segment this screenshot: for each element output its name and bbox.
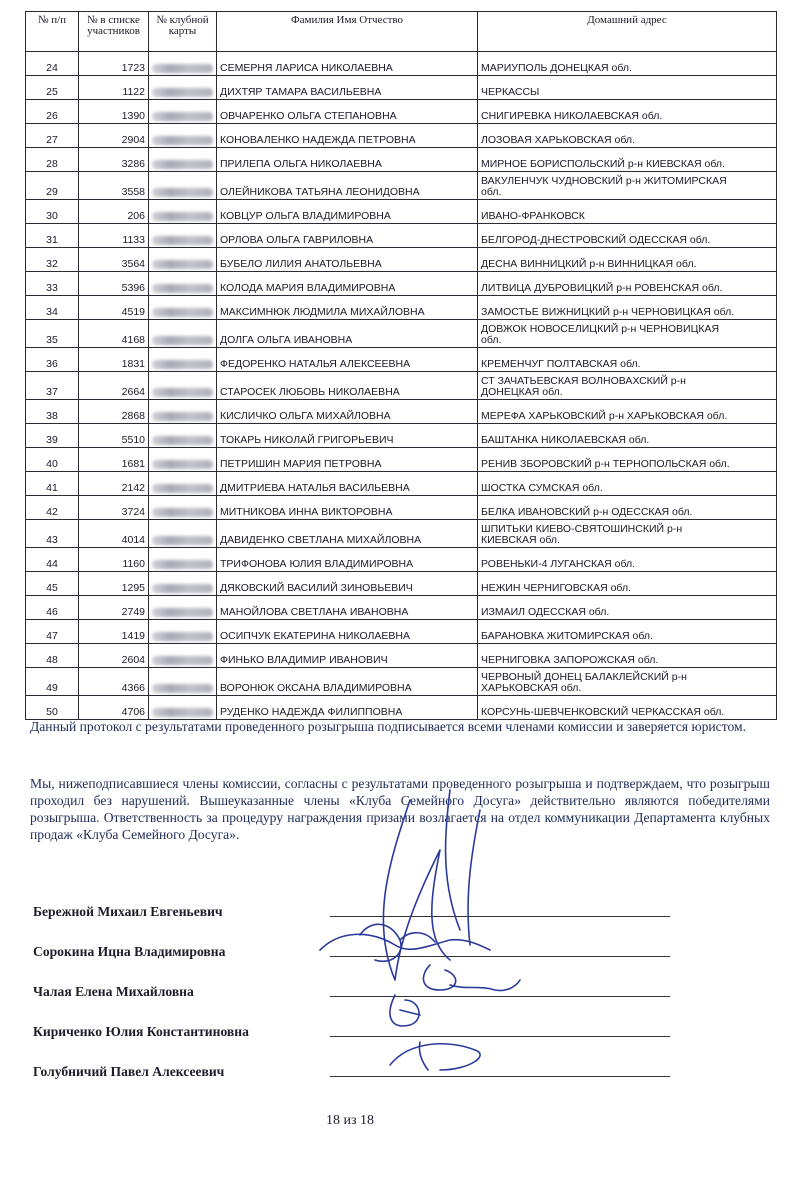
table-row <box>26 248 777 272</box>
full-name: ДОЛГА ОЛЬГА ИВАНОВНА <box>217 320 478 348</box>
address-line: БАШТАНКА НИКОЛАЕВСКАЯ обл. <box>481 433 650 446</box>
table-row <box>26 148 777 172</box>
full-name: МАКСИМНЮК ЛЮДМИЛА МИХАЙЛОВНА <box>217 296 478 320</box>
table-row <box>26 400 777 424</box>
address-line: КРЕМЕНЧУГ ПОЛТАВСКАЯ обл. <box>481 357 641 370</box>
redaction-blur <box>152 460 213 469</box>
table-row <box>26 372 777 400</box>
participant-list-number: 1160 <box>79 548 149 572</box>
row-number: 35 <box>26 320 79 348</box>
table-row <box>26 296 777 320</box>
full-name: ФЕДОРЕНКО НАТАЛЬЯ АЛЕКСЕЕВНА <box>217 348 478 372</box>
address-line: КИЕВСКАЯ обл. <box>481 533 560 546</box>
address-line: СТ ЗАЧАТЬЕВСКАЯ ВОЛНОВАХСКИЙ р-н <box>481 375 686 387</box>
participant-list-number: 3286 <box>79 148 149 172</box>
address-line: ШОСТКА СУМСКАЯ обл. <box>481 481 603 494</box>
club-card-number-redacted <box>149 644 217 668</box>
participant-list-number: 1295 <box>79 572 149 596</box>
participant-list-number: 2904 <box>79 124 149 148</box>
table-row <box>26 424 777 448</box>
full-name: ОСИПЧУК ЕКАТЕРИНА НИКОЛАЕВНА <box>217 620 478 644</box>
full-name: ПЕТРИШИН МАРИЯ ПЕТРОВНА <box>217 448 478 472</box>
row-number: 44 <box>26 548 79 572</box>
table-row <box>26 100 777 124</box>
address-line: обл. <box>481 185 502 198</box>
signer-name: Чалая Елена Михайловна <box>33 984 194 999</box>
club-card-number-redacted <box>149 200 217 224</box>
redaction-blur <box>152 484 213 493</box>
club-card-number-redacted <box>149 320 217 348</box>
home-address <box>478 448 777 472</box>
full-name: ПРИЛЕПА ОЛЬГА НИКОЛАЕВНА <box>217 148 478 172</box>
address-line: ДОНЕЦКАЯ обл. <box>481 385 563 398</box>
table-row <box>26 348 777 372</box>
club-card-number-redacted <box>149 224 217 248</box>
full-name: ДИХТЯР ТАМАРА ВАСИЛЬЕВНА <box>217 76 478 100</box>
signature-stroke <box>360 924 435 961</box>
club-card-number-redacted <box>149 520 217 548</box>
signer-name: Голубничий Павел Алексеевич <box>33 1064 225 1079</box>
full-name: КОНОВАЛЕНКО НАДЕЖДА ПЕТРОВНА <box>217 124 478 148</box>
participant-list-number: 4014 <box>79 520 149 548</box>
address-line: БЕЛГОРОД-ДНЕСТРОВСКИЙ ОДЕССКАЯ обл. <box>481 233 711 246</box>
address-line: МАРИУПОЛЬ ДОНЕЦКАЯ обл. <box>481 61 632 74</box>
club-card-number-redacted <box>149 52 217 76</box>
row-number: 41 <box>26 472 79 496</box>
full-name: ОЛЕЙНИКОВА ТАТЬЯНА ЛЕОНИДОВНА <box>217 172 478 200</box>
home-address <box>478 472 777 496</box>
redaction-blur <box>152 160 213 169</box>
redaction-blur <box>152 88 213 97</box>
participant-list-number: 1723 <box>79 52 149 76</box>
address-line: ХАРЬКОВСКАЯ обл. <box>481 681 582 694</box>
redaction-blur <box>152 560 213 569</box>
address-line: ДЕСНА ВИННИЦКИЙ р-н ВИННИЦКАЯ обл. <box>481 257 697 270</box>
participant-list-number: 1419 <box>79 620 149 644</box>
full-name: ОРЛОВА ОЛЬГА ГАВРИЛОВНА <box>217 224 478 248</box>
full-name: ТРИФОНОВА ЮЛИЯ ВЛАДИМИРОВНА <box>217 548 478 572</box>
participant-list-number: 1681 <box>79 448 149 472</box>
table-row <box>26 52 777 76</box>
header-list-number <box>79 12 149 52</box>
address-line: РОВЕНЬКИ-4 ЛУГАНСКАЯ обл. <box>481 557 636 570</box>
redaction-blur <box>152 388 213 397</box>
row-number: 42 <box>26 496 79 520</box>
home-address <box>478 644 777 668</box>
signature-stroke <box>390 995 420 1026</box>
club-card-number-redacted <box>149 448 217 472</box>
handwritten-signatures <box>300 780 540 1080</box>
home-address <box>478 400 777 424</box>
participant-list-number: 4519 <box>79 296 149 320</box>
club-card-number-redacted <box>149 100 217 124</box>
home-address <box>478 172 777 200</box>
signature-stroke <box>423 965 520 991</box>
club-card-number-redacted <box>149 248 217 272</box>
participant-list-number: 5510 <box>79 424 149 448</box>
address-line: ЧЕРНИГОВКА ЗАПОРОЖСКАЯ обл. <box>481 653 659 666</box>
row-number: 40 <box>26 448 79 472</box>
home-address <box>478 320 777 348</box>
redaction-blur <box>152 608 213 617</box>
home-address <box>478 52 777 76</box>
signer-name: Бережной Михаил Евгеньевич <box>33 904 223 919</box>
address-line: ЗАМОСТЬЕ ВИЖНИЦКИЙ р-н ЧЕРНОВИЦКАЯ обл. <box>481 305 735 318</box>
address-line: ВАКУЛЕНЧУК ЧУДНОВСКИЙ р-н ЖИТОМИРСКАЯ <box>481 175 727 187</box>
redaction-blur <box>152 64 213 73</box>
table-row <box>26 596 777 620</box>
signer-name: Сорокина Ицна Владимировна <box>33 944 226 959</box>
header-card-line1: № клубной <box>156 14 209 26</box>
club-card-number-redacted <box>149 348 217 372</box>
full-name: ОВЧАРЕНКО ОЛЬГА СТЕПАНОВНА <box>217 100 478 124</box>
full-name: ДМИТРИЕВА НАТАЛЬЯ ВАСИЛЬЕВНА <box>217 472 478 496</box>
redaction-blur <box>152 708 213 717</box>
redaction-blur <box>152 360 213 369</box>
table-row <box>26 448 777 472</box>
address-line: СНИГИРЕВКА НИКОЛАЕВСКАЯ обл. <box>481 109 663 122</box>
participant-list-number: 1390 <box>79 100 149 124</box>
signature-stroke <box>446 790 480 945</box>
participant-list-number: 2664 <box>79 372 149 400</box>
address-line: ЧЕРКАССЫ <box>481 85 540 98</box>
address-line: ЛОЗОВАЯ ХАРЬКОВСКАЯ обл. <box>481 133 635 146</box>
full-name: КОЛОДА МАРИЯ ВЛАДИМИРОВНА <box>217 272 478 296</box>
full-name: БУБЕЛО ЛИЛИЯ АНАТОЛЬЕВНА <box>217 248 478 272</box>
redaction-blur <box>152 336 213 345</box>
participant-list-number: 1831 <box>79 348 149 372</box>
full-name: СЕМЕРНЯ ЛАРИСА НИКОЛАЕВНА <box>217 52 478 76</box>
club-card-number-redacted <box>149 472 217 496</box>
home-address <box>478 520 777 548</box>
full-name: ФИНЬКО ВЛАДИМИР ИВАНОВИЧ <box>217 644 478 668</box>
table-row <box>26 548 777 572</box>
redaction-blur <box>152 632 213 641</box>
home-address <box>478 496 777 520</box>
participant-list-number: 3724 <box>79 496 149 520</box>
participant-list-number: 3564 <box>79 248 149 272</box>
row-number: 28 <box>26 148 79 172</box>
redaction-blur <box>152 236 213 245</box>
row-number: 49 <box>26 668 79 696</box>
table-row <box>26 520 777 548</box>
table-row <box>26 200 777 224</box>
row-number: 33 <box>26 272 79 296</box>
home-address <box>478 572 777 596</box>
table-row <box>26 472 777 496</box>
participant-list-number: 4366 <box>79 668 149 696</box>
participant-list-number: 4706 <box>79 696 149 720</box>
signature-stroke <box>390 1042 480 1070</box>
club-card-number-redacted <box>149 372 217 400</box>
table-row <box>26 272 777 296</box>
table-row <box>26 668 777 696</box>
row-number: 43 <box>26 520 79 548</box>
table-row <box>26 496 777 520</box>
full-name: МАНОЙЛОВА СВЕТЛАНА ИВАНОВНА <box>217 596 478 620</box>
full-name: СТАРОСЕК ЛЮБОВЬ НИКОЛАЕВНА <box>217 372 478 400</box>
club-card-number-redacted <box>149 548 217 572</box>
table-header-row <box>26 12 777 52</box>
participant-list-number: 1122 <box>79 76 149 100</box>
participant-list-number: 1133 <box>79 224 149 248</box>
redaction-blur <box>152 436 213 445</box>
club-card-number-redacted <box>149 620 217 644</box>
row-number: 32 <box>26 248 79 272</box>
row-number: 26 <box>26 100 79 124</box>
home-address <box>478 424 777 448</box>
participant-list-number: 5396 <box>79 272 149 296</box>
club-card-number-redacted <box>149 596 217 620</box>
redaction-blur <box>152 584 213 593</box>
address-line: РЕНИВ ЗБОРОВСКИЙ р-н ТЕРНОПОЛЬСКАЯ обл. <box>481 457 730 470</box>
table-row <box>26 644 777 668</box>
redaction-blur <box>152 212 213 221</box>
row-number: 47 <box>26 620 79 644</box>
row-number: 46 <box>26 596 79 620</box>
address-line: МЕРЕФА ХАРЬКОВСКИЙ р-н ХАРЬКОВСКАЯ обл. <box>481 409 728 422</box>
home-address <box>478 76 777 100</box>
row-number: 37 <box>26 372 79 400</box>
home-address <box>478 224 777 248</box>
home-address <box>478 296 777 320</box>
row-number: 34 <box>26 296 79 320</box>
address-line: НЕЖИН ЧЕРНИГОВСКАЯ обл. <box>481 581 632 594</box>
full-name: МИТНИКОВА ИННА ВИКТОРОВНА <box>217 496 478 520</box>
winners-table <box>25 11 777 720</box>
club-card-number-redacted <box>149 296 217 320</box>
address-line: ШПИТЬКИ КИЕВО-СВЯТОШИНСКИЙ р-н <box>481 523 683 535</box>
header-full-name: Фамилия Имя Отчество <box>217 12 478 52</box>
participant-list-number: 2142 <box>79 472 149 496</box>
address-line: ИЗМАИЛ ОДЕССКАЯ обл. <box>481 605 610 618</box>
club-card-number-redacted <box>149 124 217 148</box>
table-body <box>26 52 777 720</box>
home-address <box>478 100 777 124</box>
address-line: ЛИТВИЦА ДУБРОВИЦКИЙ р-н РОВЕНСКАЯ обл. <box>481 281 723 294</box>
full-name: РУДЕНКО НАДЕЖДА ФИЛИППОВНА <box>217 696 478 720</box>
header-card-line2: карты <box>168 25 197 37</box>
redaction-blur <box>152 136 213 145</box>
row-number: 50 <box>26 696 79 720</box>
club-card-number-redacted <box>149 696 217 720</box>
header-list-line2: участников <box>87 25 140 37</box>
home-address <box>478 124 777 148</box>
redaction-blur <box>152 188 213 197</box>
header-list-line1: № в списке <box>87 14 140 26</box>
header-card-number <box>149 12 217 52</box>
redaction-blur <box>152 112 213 121</box>
full-name: ТОКАРЬ НИКОЛАЙ ГРИГОРЬЕВИЧ <box>217 424 478 448</box>
redaction-blur <box>152 508 213 517</box>
full-name: КОВЦУР ОЛЬГА ВЛАДИМИРОВНА <box>217 200 478 224</box>
club-card-number-redacted <box>149 148 217 172</box>
table-row <box>26 172 777 200</box>
row-number: 29 <box>26 172 79 200</box>
home-address <box>478 372 777 400</box>
row-number: 36 <box>26 348 79 372</box>
full-name: ДАВИДЕНКО СВЕТЛАНА МИХАЙЛОВНА <box>217 520 478 548</box>
row-number: 27 <box>26 124 79 148</box>
row-number: 30 <box>26 200 79 224</box>
address-line: БАРАНОВКА ЖИТОМИРСКАЯ обл. <box>481 629 653 642</box>
table-row <box>26 76 777 100</box>
redaction-blur <box>152 412 213 421</box>
club-card-number-redacted <box>149 272 217 296</box>
participant-list-number: 2868 <box>79 400 149 424</box>
redaction-blur <box>152 536 213 545</box>
header-num: № п/п <box>26 12 79 52</box>
redaction-blur <box>152 260 213 269</box>
redaction-blur <box>152 656 213 665</box>
address-line: ЧЕРВОНЫЙ ДОНЕЦ БАЛАКЛЕЙСКИЙ р-н <box>481 671 687 683</box>
home-address <box>478 148 777 172</box>
club-card-number-redacted <box>149 400 217 424</box>
table-row <box>26 572 777 596</box>
table-row <box>26 320 777 348</box>
protocol-note: Данный протокол с результатами проведенного розыгрыша подписывается всеми членами комиссии и заверяется юристом. <box>30 719 747 734</box>
home-address <box>478 248 777 272</box>
header-address: Домашний адрес <box>478 12 777 52</box>
home-address <box>478 348 777 372</box>
table-row <box>26 696 777 720</box>
address-line: БЕЛКА ИВАНОВСКИЙ р-н ОДЕССКАЯ обл. <box>481 505 693 518</box>
signer-name: Кириченко Юлия Константиновна <box>33 1024 249 1039</box>
club-card-number-redacted <box>149 572 217 596</box>
row-number: 31 <box>26 224 79 248</box>
address-line: ДОВЖОК НОВОСЕЛИЦКИЙ р-н ЧЕРНОВИЦКАЯ <box>481 323 720 335</box>
redaction-blur <box>152 284 213 293</box>
row-number: 39 <box>26 424 79 448</box>
table-row <box>26 224 777 248</box>
row-number: 45 <box>26 572 79 596</box>
commission-statement: Мы, нижеподписавшиеся члены комиссии, согласны с результатами проведенного розыгрыша и подтверждаем, что розыгрыш проходил без нарушений. Вышеуказанные члены «Клуба Семейного Досуга» действительно являются победителями розыгрыша. Ответственность за процедуру награждения призами возлагается на отдел коммуникации Департамента клубных продаж «Клуба Семейного Досуга». <box>30 776 770 842</box>
home-address <box>478 200 777 224</box>
home-address <box>478 620 777 644</box>
address-line: МИРНОЕ БОРИСПОЛЬСКИЙ р-н КИЕВСКАЯ обл. <box>481 157 725 170</box>
full-name: КИСЛИЧКО ОЛЬГА МИХАЙЛОВНА <box>217 400 478 424</box>
row-number: 48 <box>26 644 79 668</box>
redaction-blur <box>152 308 213 317</box>
home-address <box>478 272 777 296</box>
table-row <box>26 124 777 148</box>
club-card-number-redacted <box>149 496 217 520</box>
participant-list-number: 3558 <box>79 172 149 200</box>
club-card-number-redacted <box>149 76 217 100</box>
signature-stroke <box>383 800 450 980</box>
home-address <box>478 596 777 620</box>
participant-list-number: 2749 <box>79 596 149 620</box>
row-number: 38 <box>26 400 79 424</box>
address-line: обл. <box>481 333 502 346</box>
home-address <box>478 668 777 696</box>
club-card-number-redacted <box>149 172 217 200</box>
club-card-number-redacted <box>149 424 217 448</box>
full-name: ДЯКОВСКИЙ ВАСИЛИЙ ЗИНОВЬЕВИЧ <box>217 572 478 596</box>
table-row <box>26 620 777 644</box>
participant-list-number: 2604 <box>79 644 149 668</box>
full-name: ВОРОНЮК ОКСАНА ВЛАДИМИРОВНА <box>217 668 478 696</box>
address-line: КОРСУНЬ-ШЕВЧЕНКОВСКИЙ ЧЕРКАССКАЯ обл. <box>481 705 725 718</box>
redaction-blur <box>152 684 213 693</box>
row-number: 25 <box>26 76 79 100</box>
participant-list-number: 206 <box>79 200 149 224</box>
participant-list-number: 4168 <box>79 320 149 348</box>
address-line: ИВАНО-ФРАНКОВСК <box>481 209 585 222</box>
row-number: 24 <box>26 52 79 76</box>
home-address <box>478 696 777 720</box>
page-number: 18 из 18 <box>325 1113 375 1128</box>
home-address <box>478 548 777 572</box>
club-card-number-redacted <box>149 668 217 696</box>
